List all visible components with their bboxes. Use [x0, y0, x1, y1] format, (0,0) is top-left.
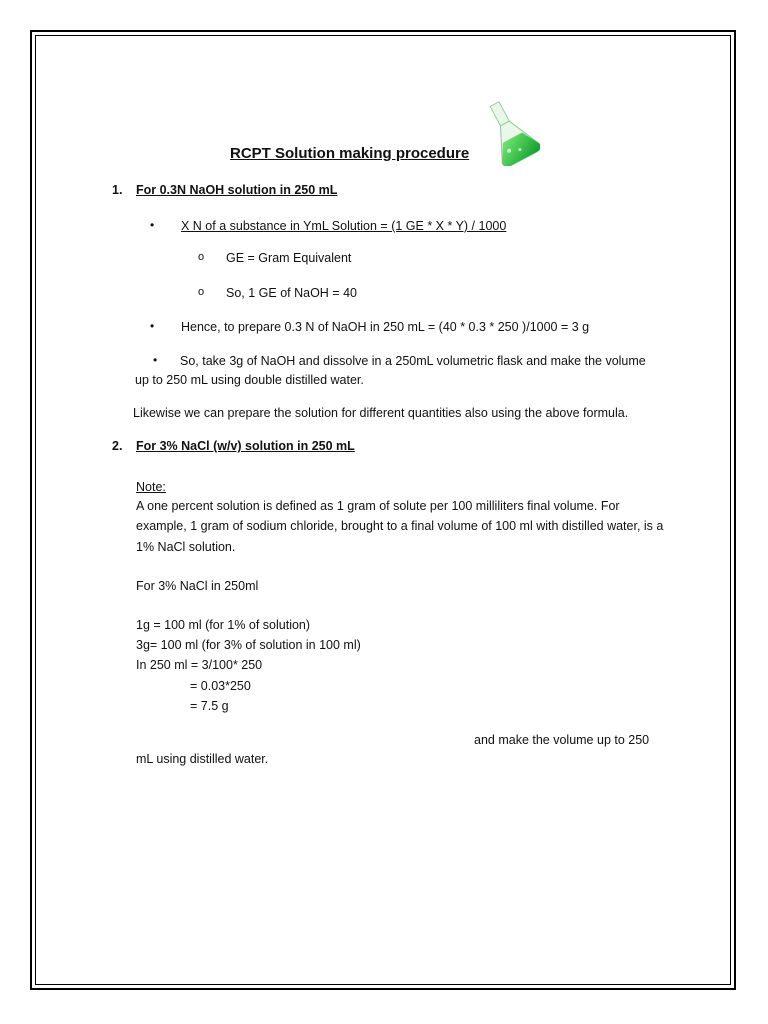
- page-title: RCPT Solution making procedure: [230, 145, 470, 162]
- section1-heading: For 0.3N NaOH solution in 250 mL: [136, 183, 338, 197]
- take-naoh-text-line2: up to 250 mL using double distilled water.: [135, 373, 364, 387]
- section1-number: 1.: [112, 183, 123, 197]
- calc-line-5: = 7.5 g: [190, 699, 229, 713]
- likewise-text: Likewise we can prepare the solution for different quantities also using the above formula.: [133, 406, 629, 420]
- note-line-1: A one percent solution is defined as 1 gram of solute per 100 milliliters final volume. For: [136, 499, 620, 513]
- bullet-marker: •: [150, 218, 155, 232]
- final-text-line2: mL using distilled water.: [136, 752, 269, 766]
- section2-number: 2.: [112, 439, 123, 453]
- calc-line-2: 3g= 100 ml (for 3% of solution in 100 ml): [136, 638, 361, 652]
- final-text-line1: and make the volume up to 250: [474, 733, 650, 747]
- calc-line-1: 1g = 100 ml (for 1% of solution): [136, 618, 311, 632]
- note-label: Note:: [136, 480, 166, 494]
- hence-text: Hence, to prepare 0.3 N of NaOH in 250 mL = (40 * 0.3 * 250 )/1000 = 3 g: [181, 320, 590, 334]
- subbullet-marker: o: [198, 251, 205, 263]
- bullet-marker: •: [150, 319, 155, 333]
- note-line-3: 1% NaCl solution.: [136, 540, 236, 554]
- subbullet-marker: o: [198, 286, 205, 298]
- note-line-2: example, 1 gram of sodium chloride, brought to a final volume of 100 ml with distilled water, is a: [136, 519, 664, 533]
- section2-heading: For 3% NaCl (w/v) solution in 250 mL: [136, 439, 355, 453]
- calc-line-3: In 250 ml = 3/100* 250: [136, 658, 263, 672]
- calc-line-4: = 0.03*250: [190, 679, 251, 693]
- for-nacl-text: For 3% NaCl in 250ml: [136, 579, 259, 593]
- naoh-ge-text: So, 1 GE of NaOH = 40: [226, 286, 357, 300]
- flask-icon: [480, 96, 540, 166]
- take-naoh-text-line1: So, take 3g of NaOH and dissolve in a 250mL volumetric flask and make the volume: [180, 354, 646, 368]
- bullet-marker: •: [153, 353, 158, 367]
- gram-equivalent-text: GE = Gram Equivalent: [226, 251, 352, 265]
- formula-text: X N of a substance in YmL Solution = (1 GE * X * Y) / 1000: [181, 219, 507, 233]
